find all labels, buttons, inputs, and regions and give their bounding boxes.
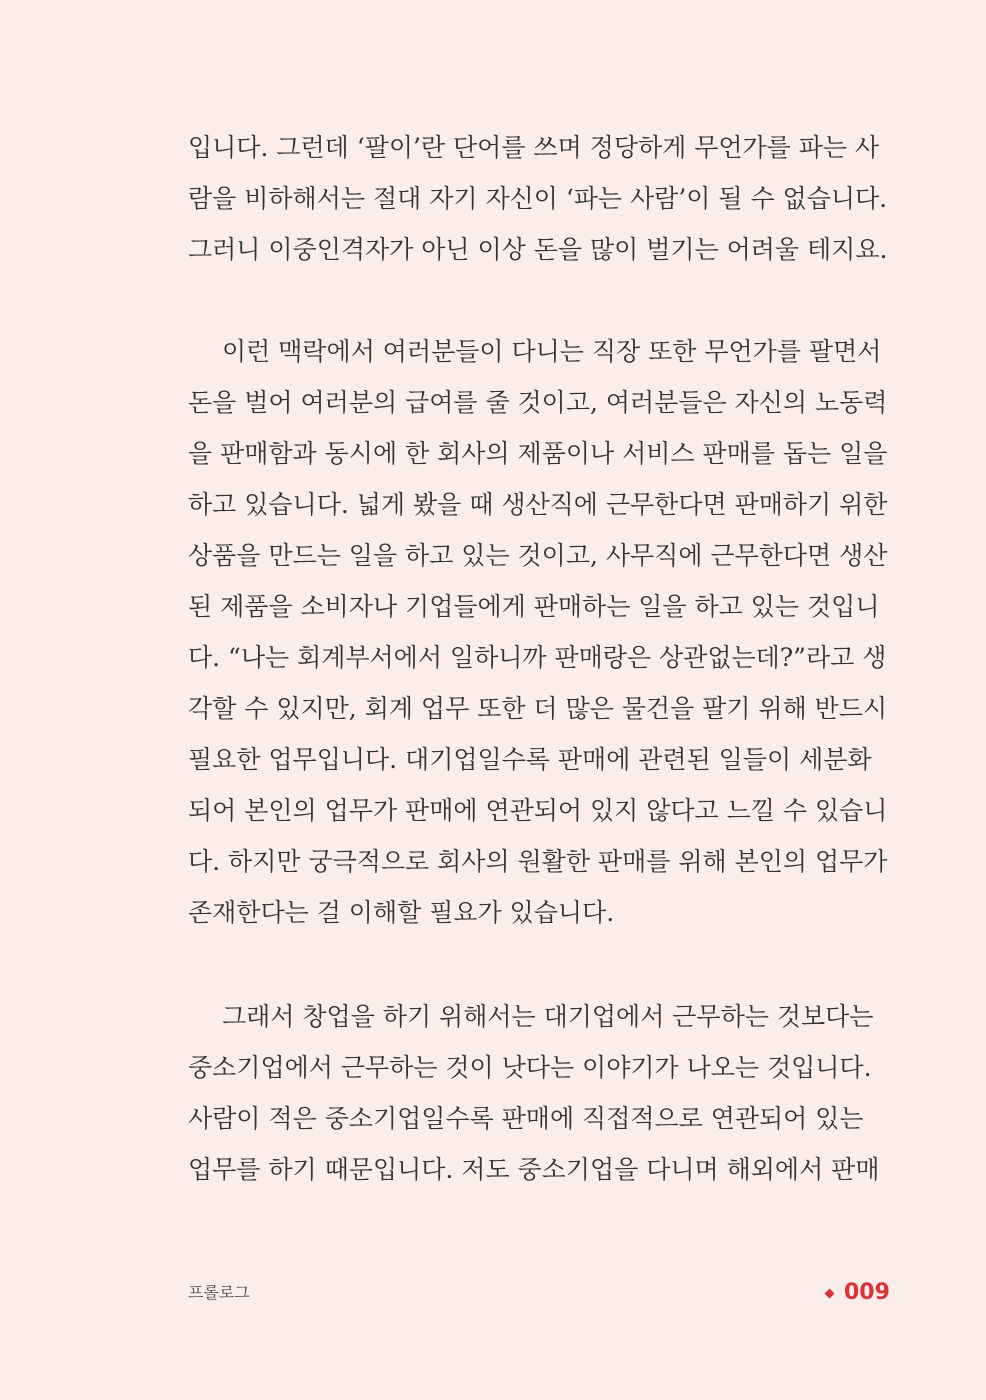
body-text-line: 람을 비하해서는 절대 자기 자신이 ‘파는 사람’이 될 수 없습니다. <box>188 184 888 213</box>
page-number-block <box>822 1278 890 1308</box>
body-text-line: 돈을 벌어 여러분의 급여를 줄 것이고, 여러분들은 자신의 노동력 <box>188 388 888 417</box>
body-text-line: 중소기업에서 근무하는 것이 낫다는 이야기가 나오는 것입니다. <box>188 1053 872 1082</box>
body-text-line: 그래서 창업을 하기 위해서는 대기업에서 근무하는 것보다는 <box>222 1002 874 1031</box>
body-text-line: 된 제품을 소비자나 기업들에게 판매하는 일을 하고 있는 것입니 <box>188 592 880 621</box>
body-text-line: 을 판매함과 동시에 한 회사의 제품이나 서비스 판매를 돕는 일을 <box>188 439 888 468</box>
diamond-bullet-icon <box>825 1289 835 1299</box>
body-text-line: 다. 하지만 궁극적으로 회사의 원활한 판매를 위해 본인의 업무가 <box>188 847 888 876</box>
running-footer-section-title: 프롤로그 <box>188 1283 250 1302</box>
body-text-line: 하고 있습니다. 넓게 봤을 때 생산직에 근무한다면 판매하기 위한 <box>188 490 888 519</box>
body-text-line: 필요한 업무입니다. 대기업일수록 판매에 관련된 일들이 세분화 <box>188 745 872 774</box>
page-number: 009 <box>844 1280 890 1305</box>
body-text-line: 상품을 만드는 일을 하고 있는 것이고, 사무직에 근무한다면 생산 <box>188 541 888 570</box>
body-text-line: 그러니 이중인격자가 아닌 이상 돈을 많이 벌기는 어려울 테지요. <box>188 235 888 264</box>
body-text-line: 되어 본인의 업무가 판매에 연관되어 있지 않다고 느낄 수 있습니 <box>188 796 888 825</box>
body-text-line: 업무를 하기 때문입니다. 저도 중소기업을 다니며 해외에서 판매 <box>188 1155 880 1184</box>
body-text-line: 사람이 적은 중소기업일수록 판매에 직접적으로 연관되어 있는 <box>188 1104 864 1133</box>
body-text-line: 이런 맥락에서 여러분들이 다니는 직장 또한 무언가를 팔면서 <box>222 337 882 366</box>
body-text-line: 각할 수 있지만, 회계 업무 또한 더 많은 물건을 팔기 위해 반드시 <box>188 694 888 723</box>
body-text-line: 입니다. 그런데 ‘팔이’란 단어를 쓰며 정당하게 무언가를 파는 사 <box>188 133 880 162</box>
body-text-line: 존재한다는 걸 이해할 필요가 있습니다. <box>188 898 615 927</box>
body-text-line: 다. “나는 회계부서에서 일하니까 판매랑은 상관없는데?”라고 생 <box>188 643 887 672</box>
